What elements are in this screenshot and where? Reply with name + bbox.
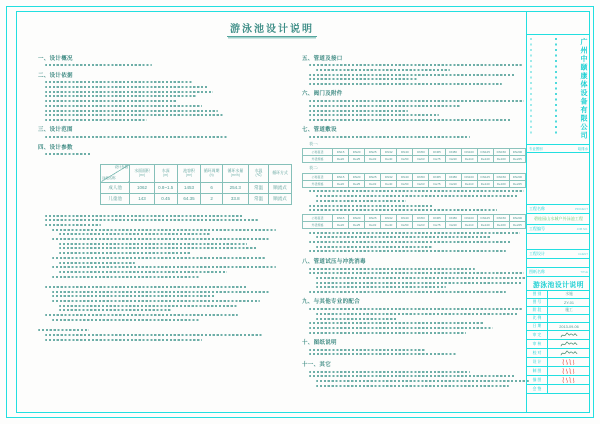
pipe-size-cell: De20 [332,221,348,228]
pipe-size-cell: 公称直径 [303,149,333,156]
text-line-skeleton [309,272,524,274]
signature-row-label: 会 签 [527,385,548,393]
pipe-size-cell: DN150 [493,173,509,180]
pen-signature-icon [556,349,582,357]
sheet-title-field [527,268,590,277]
right-text-column [302,49,526,389]
pipe-size-cell: De32 [365,180,381,187]
text-line-skeleton [309,119,511,121]
text-line-skeleton [45,219,258,221]
text-line-skeleton [45,339,202,341]
text-line-skeleton [309,241,511,243]
text-line-skeleton [309,205,434,207]
signature-rows [527,331,590,394]
info-row [527,291,590,299]
pipe-size-cell: De40 [381,156,397,163]
pipe-size-cell: DN25 [365,149,381,156]
text-line-skeleton [309,291,506,293]
pipe-table-row [303,156,526,163]
signature-row [527,349,590,358]
title-block-top-box [527,11,590,35]
design-value-cell: 1062 [130,182,155,193]
pipe-size-cell: De20 [332,180,348,187]
pipe-size-cell: DN125 [477,173,493,180]
text-line-skeleton [309,74,515,76]
text-line-skeleton [45,91,213,93]
pipe-size-cell: DN20 [349,214,365,221]
signature-row-value [548,358,590,366]
text-line-skeleton [59,252,191,254]
text-line-skeleton [59,243,247,245]
section-heading: 四、设计参数 [38,144,73,151]
text-line-skeleton [59,247,257,249]
pipe-size-cell: DN150 [493,214,509,221]
text-line-skeleton [309,332,466,334]
signature-row-label: 描 图 [527,376,548,384]
pipe-size-cell: 外径规格 [303,221,333,228]
text-line-skeleton [309,190,524,192]
text-line-skeleton [52,276,199,278]
signature-row-label: 审 定 [527,331,548,339]
pipe-size-cell: DN50 [413,149,429,156]
pipe-size-cell: DN65 [429,173,445,180]
text-line-skeleton [59,305,237,307]
info-row [527,307,590,315]
design-table-column-header [222,164,248,182]
title-block-gap-box-2 [527,259,590,268]
design-parameters-table [100,164,292,205]
pipe-size-cell: DN200 [509,173,525,180]
pipe-size-cell: DN25 [365,173,381,180]
pipe-size-cell: De40 [381,180,397,187]
text-line-skeleton [45,224,101,226]
text-line-skeleton [52,238,270,240]
pipe-size-cell: DN150 [493,149,509,156]
design-value-cell: 2 [201,193,222,204]
discipline-row [527,145,590,153]
pipe-size-table [302,148,526,163]
section-heading: 五、管道及接口 [302,55,343,62]
red-signature-icon [556,358,582,366]
pipe-size-cell: De160 [493,156,509,163]
client-label-en: CLIENT [578,252,588,256]
text-line-skeleton [45,86,208,88]
design-table-column-header [177,164,201,182]
column-header-name: 循环周期 [203,168,220,174]
client-field [527,250,590,259]
text-line-skeleton [316,200,406,202]
pipe-size-cell: De63 [413,180,429,187]
pipe-size-cell: DN40 [397,214,413,221]
design-table-row [101,182,292,193]
column-header-name: 循环方式 [272,170,288,176]
design-value-cell: 顺流式 [269,193,292,204]
text-line-skeleton [316,277,527,279]
pipe-size-cell: De140 [477,156,493,163]
pipe-size-cell: DN20 [349,149,365,156]
pipe-size-cell: De32 [365,221,381,228]
pipe-size-cell: De140 [477,221,493,228]
column-header-name: 循环水量 [227,168,244,174]
section-heading: 十、图纸说明 [302,340,337,347]
section-heading: 二、设计依据 [38,72,73,79]
design-table-corner-cell [101,164,130,182]
info-row-value: 施工 [565,308,573,312]
pipe-size-cell: 公称直径 [303,214,333,221]
pipe-size-cell: DN80 [445,149,461,156]
text-line-skeleton [59,309,171,311]
section-heading: 九、与其他专业的配合 [302,299,361,306]
pipe-size-cell: DN65 [429,214,445,221]
design-table-column-header [248,164,268,182]
text-line-skeleton [52,266,276,268]
signature-row-value [548,331,590,339]
design-value-cell: 6 [201,182,222,193]
table-caption: 表一: [309,140,319,146]
pipe-size-cell: De63 [413,156,429,163]
text-line-skeleton [52,257,265,259]
text-line-skeleton [45,110,218,112]
text-line-skeleton [309,209,497,211]
design-table-header-row [101,164,292,182]
column-header-unit: (m) [163,172,169,177]
pipe-size-cell: De20 [332,156,348,163]
text-line-skeleton [59,271,227,273]
pipe-size-cell: De75 [429,156,445,163]
text-line-skeleton [45,334,263,336]
text-line-skeleton [45,136,228,138]
title-block-gap-box [527,234,590,250]
signature-row [527,367,590,376]
text-line-skeleton [309,105,461,107]
text-line-skeleton [52,291,270,293]
client-label: 工程设计 [529,251,545,256]
pipe-size-cell: De25 [349,156,365,163]
text-line-skeleton [309,100,524,102]
text-line-skeleton [316,246,432,248]
pipe-size-cell: DN125 [477,149,493,156]
text-line-skeleton [45,215,243,217]
section-heading: 十一、其它 [302,361,332,368]
pipe-size-cell: De160 [493,180,509,187]
pipe-size-cell: De32 [365,156,381,163]
pipe-size-cell: DN100 [461,173,477,180]
text-line-skeleton [45,114,223,116]
sheet-title-value: 游泳池设计说明 [527,277,590,291]
pipe-size-cell: De50 [397,180,413,187]
section-heading: 七、管道敷设 [302,127,337,134]
sheet-title-label: 图纸名称 [529,269,545,274]
pipe-size-cell: DN32 [381,214,397,221]
pipe-size-cell: De90 [445,180,461,187]
spacer [38,208,292,212]
info-row-label: 日 期 [527,323,548,330]
text-line-skeleton [52,295,215,297]
signature-row-value [548,385,590,393]
pipe-size-cell: De25 [349,221,365,228]
pipe-size-cell: De225 [509,221,525,228]
pipe-size-cell: De225 [509,180,525,187]
pipe-size-table [302,214,526,229]
column-header-name: 水深 [161,168,170,174]
pool-name-cell: 成人池 [101,182,130,193]
signature-row [527,358,590,367]
pipe-size-cell: De110 [461,221,477,228]
corner-label-bottom: 泳池名称 [102,176,116,181]
title-block [526,11,590,413]
column-header-name: 水面面积 [134,168,150,174]
text-line-skeleton [59,262,135,264]
pipe-size-cell: De40 [381,221,397,228]
signature-row-value [548,349,590,357]
pipe-size-cell: DN32 [381,149,397,156]
signature-row [527,376,590,385]
pipe-size-cell: DN80 [445,214,461,221]
text-line-skeleton [45,100,177,102]
discipline-label: 专业图别 [529,147,543,151]
signature-row-label: 审 核 [527,340,548,348]
text-line-skeleton [316,313,518,315]
pipe-size-cell: DN15 [332,173,348,180]
document-area [18,13,526,411]
pipe-size-cell: DN200 [509,214,525,221]
pen-signature-icon [556,340,582,348]
pipe-size-cell: De140 [477,180,493,187]
text-line-skeleton [316,282,522,284]
signature-row [527,340,590,349]
text-line-skeleton [45,81,192,83]
job-number-field [527,225,590,234]
discipline-value: 给排水 [577,147,588,151]
pipe-size-cell: DN100 [461,214,477,221]
pipe-size-cell: De110 [461,180,477,187]
pipe-size-cell: De160 [493,221,509,228]
column-header-name: 池容积 [183,168,195,174]
column-header-name: 水温 [254,168,263,174]
pipe-size-cell: 公称直径 [303,173,333,180]
pool-name-cell: 儿童池 [101,193,130,204]
pipe-size-cell: DN40 [397,149,413,156]
column-header-unit: (m²) [138,172,146,177]
text-line-skeleton [316,236,491,238]
info-row [527,299,590,307]
text-line-skeleton [309,371,470,373]
pipe-size-cell: DN50 [413,214,429,221]
pen-signature-icon [556,331,582,339]
section-heading: 三、设计范围 [38,127,73,134]
pipe-size-cell: De110 [461,156,477,163]
text-line-skeleton [52,229,276,231]
pipe-size-cell: DN15 [332,149,348,156]
text-line-skeleton [309,308,522,310]
section-heading: 八、管道试压与冲洗消毒 [302,258,366,265]
pipe-table-row [303,149,526,156]
pipe-size-cell: DN200 [509,149,525,156]
design-value-cell: 33.8 [222,193,248,204]
red-signature-icon [556,367,582,375]
text-line-skeleton [309,136,470,138]
text-line-skeleton [38,329,89,331]
design-table-row [101,193,292,204]
text-line-skeleton [316,318,397,320]
section-heading: 六、阀门及附件 [302,91,343,98]
signature-row-value [548,376,590,384]
text-line-skeleton [316,380,529,382]
red-signature-icon [556,376,582,384]
signature-row-label: 校 对 [527,349,548,357]
pipe-size-cell: De75 [429,180,445,187]
signature-row [527,385,590,394]
pipe-size-cell: De90 [445,221,461,228]
text-line-skeleton [309,375,515,377]
corner-label-top: 设计参数 [114,164,129,169]
text-line-skeleton [45,286,248,288]
project-name-label: 工程名称 [529,206,545,211]
info-row [527,323,590,331]
signature-row-label: 制 图 [527,367,548,375]
design-value-cell: 常温 [248,193,268,204]
text-line-skeleton [309,78,417,80]
text-line-skeleton [309,232,520,234]
text-line-skeleton [45,314,238,316]
info-row-value: ZY-01 [564,300,574,305]
column-header-unit: (m³/h) [230,172,240,177]
info-row-value [548,315,590,322]
info-row-label: 图 号 [527,299,548,306]
design-table-column-header [130,164,155,182]
left-text-column [38,49,292,343]
text-line-skeleton [309,110,408,112]
text-line-skeleton [45,95,197,97]
design-table-column-header [269,164,292,182]
pipe-size-cell: De63 [413,221,429,228]
document-title: 游泳池设计说明 [227,24,317,37]
company-box [527,35,590,145]
signature-row-value [548,367,590,375]
text-line-skeleton [59,233,211,235]
pipe-size-cell: DN15 [332,214,348,221]
pipe-size-cell: DN40 [397,173,413,180]
stamp-marks [530,38,532,136]
sheet-title-label-en: TITLE [580,270,588,274]
project-name-field [527,205,590,214]
text-line-skeleton [309,327,493,329]
design-value-cell: 143 [130,193,155,204]
pipe-size-cell: DN80 [445,173,461,180]
title-block-bottom-box [527,394,590,413]
text-line-skeleton [316,286,446,288]
job-number-label-en: JOB NO. [576,227,588,231]
text-line-skeleton [309,114,439,116]
text-line-skeleton [309,250,506,252]
design-value-cell: 常温 [248,182,268,193]
section-heading: 一、设计概况 [38,55,73,62]
column-header-unit: (m³) [185,172,193,177]
text-line-skeleton [45,153,91,155]
column-header-unit: (h) [209,172,214,177]
pipe-size-cell: DN100 [461,149,477,156]
pipe-size-cell: De25 [349,180,365,187]
pipe-size-cell: De225 [509,156,525,163]
design-table-column-header [154,164,177,182]
design-value-cell: 254.3 [222,182,248,193]
pipe-size-cell: DN20 [349,173,365,180]
pipe-size-cell: 外径规格 [303,156,333,163]
design-value-cell: 64.35 [177,193,201,204]
column-header-unit: (℃) [255,172,262,177]
pipe-size-cell: De50 [397,221,413,228]
company-name-en-marks [555,38,557,136]
pipe-size-cell: DN50 [413,173,429,180]
info-row-label: 比 例 [527,315,548,322]
drawing-info-rows [527,291,590,331]
pipe-size-cell: De50 [397,156,413,163]
pipe-size-cell: DN25 [365,214,381,221]
pipe-table-row [303,214,526,221]
design-value-cell: 0.45 [154,193,177,204]
design-table-column-header [201,164,222,182]
info-row-label: 图 别 [527,291,548,298]
text-line-skeleton [45,64,152,66]
project-name-value: 碧桂园山水城户外泳池工程 [527,214,590,225]
pipe-size-cell: DN65 [429,149,445,156]
info-row-value: 2013-09-06 [559,324,579,329]
text-line-skeleton [309,64,522,66]
job-number-label: 工程编号 [529,226,545,231]
text-line-skeleton [316,195,518,197]
pipe-size-cell: DN125 [477,214,493,221]
design-value-cell: 0.8~1.5 [154,182,177,193]
spacer [38,158,292,162]
text-line-skeleton [309,349,425,351]
text-line-skeleton [309,353,457,355]
signature-row-value [548,340,590,348]
text-line-skeleton [316,385,509,387]
table-caption: 表二: [309,165,319,171]
text-line-skeleton [309,268,475,270]
text-line-skeleton [45,105,202,107]
pipe-size-cell: 外径规格 [303,180,333,187]
pipe-size-cell: De90 [445,156,461,163]
info-row-label: 阶 段 [527,307,548,314]
pipe-size-cell: DN32 [381,173,397,180]
project-name-label-en: PROJECT [574,207,588,211]
pipe-table-row [303,180,526,187]
text-line-skeleton [52,319,199,321]
pipe-size-table [302,173,526,188]
document-title-row [18,19,526,37]
pipe-table-row [303,173,526,180]
pipe-size-cell: De75 [429,221,445,228]
design-value-cell: 顺流式 [269,182,292,193]
title-block-empty-box [527,153,590,205]
pipe-table-row [303,221,526,228]
design-value-cell: 1453 [177,182,201,193]
text-line-skeleton [309,322,484,324]
info-row-value: 水施 [565,292,573,296]
signature-row [527,331,590,340]
spacer [38,280,292,283]
spacer [38,323,292,326]
info-row [527,315,590,323]
text-line-skeleton [309,83,502,85]
signature-row-label: 设 计 [527,358,548,366]
text-line-skeleton [52,300,260,302]
text-line-skeleton [45,119,147,121]
text-line-skeleton [316,69,450,71]
company-name: 广州中颐康体设备有限公司 [580,38,587,140]
